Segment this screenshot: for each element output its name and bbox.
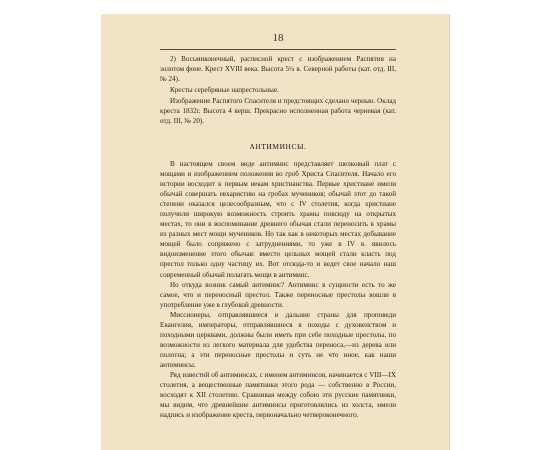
section-body [160,159,396,420]
catalog-entry-text: Изображение Распятого Спасителя и предстоящих сделано чернью. Оклад креста 1832г. Высота 4 верш. Прекрасно исполненная работа черневая (кат. отд. III, № 20). [160,97,396,126]
body-paragraph: Миссионеры, отправлявшиеся в дальние страны для проповеди Евангелия, императоры, отправлявшиеся в походы с духовенством и походными церквами, должны были иметь при себе походные престолы, по возможности из легкого материала для удобства переноса,—из дерева или полотна; а эти переносные престолы и суть не что иное, как наши антиминсы. [160,310,396,369]
catalog-entry [160,54,396,84]
catalog-entry-text: Кресты серебряные напрестольные. [170,86,279,94]
catalog-entry [160,96,396,126]
page-number: 18 [272,32,284,44]
body-paragraph: В настоящем своем виде антиминс представляет шелковый плат с мощами и изображением положения во гроб Христа Спасителя. Начало его истории восходит к первым векам христианства. Первые христиане имели обычай совершать евхаристию на гробах мучеников; обычай этот до такой степени оказался целесообразным, что с IV столетия, когда христиане получили широкую возможность строить храмы повсюду на открытых местах, то они в воспоминание древнего обычая стали переносить в храмы из разных мест мощи мучеников. Но так как в некоторых местах добывание мощей было сопряжено с затруднениями, то уже в IV в. явилось видоизменение этого обычая: вместо цельных мощей стали класть под престол только одну частицу их. Вот отсюда-то и ведет свое начало наш современный обычай полагать мощи в антиминс. [160,160,396,279]
body-paragraph: Но откуда возник самый антиминс? Антиминс в сущности есть то же самое, что и переносный престол. Также переносные престолы вошли в употребление уже в глубокой древности. [160,280,396,309]
catalog-entry-text: 2) Восьмиконечный, расписной крест с изображением Распятия на золотом фоне. Крест XVIII века. Высота 5¼ в. Северной работы (кат. отд. III, № 24). [160,55,396,84]
book-page [101,14,450,450]
catalog-entry [160,85,396,95]
section-heading: АНТИМИНСЫ. [249,142,307,151]
header-rule [160,49,396,50]
body-paragraph: Ряд известий об антиминсах, с именем антиминсов, начинается с VIII—IX столетия, а вещественные памятники этого рода — собственно в России, восходят к XII столетию. Сравнивая между собою эти русские памятники, мы видим, что древнейшие антиминсы приготовлялись из холста, имели надпись и изображение креста, первоначально четвероконечного. [160,370,396,420]
